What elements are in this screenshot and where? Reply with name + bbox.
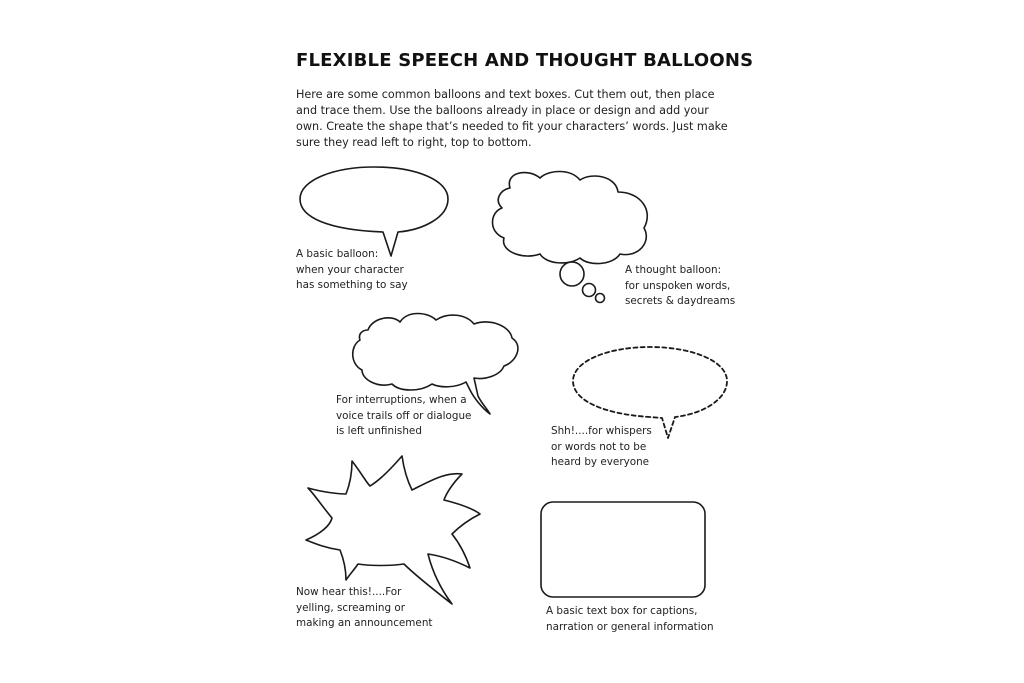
whisper-balloon-caption: Shh!....for whispers or words not to be heard by everyone [551, 425, 652, 468]
textbox-caption: A basic text box for captions, narration or general information [546, 605, 714, 633]
interruption-balloon-caption: For interruptions, when a voice trails off or dialogue is left unfinished [336, 394, 472, 437]
shout-balloon-caption: Now hear this!....For yelling, screaming or making an announcement [296, 586, 433, 629]
page-title: FLEXIBLE SPEECH AND THOUGHT BALLOONS [296, 50, 754, 71]
basic-balloon-caption: A basic balloon: when your character has something to say [296, 248, 408, 291]
text-box-icon [541, 502, 705, 597]
intro-paragraph: Here are some common balloons and text boxes. Cut them out, then place and trace them. Use the balloons already in place or design and add your own. Create the shape that’s needed to fit your characters’ words. Just make sure they read left to right, top to bottom. [296, 88, 728, 149]
burst-balloon-icon [306, 456, 480, 604]
speech-balloon-icon [300, 167, 448, 256]
thought-balloon-caption: A thought balloon: for unspoken words, secrets & daydreams [625, 264, 736, 307]
